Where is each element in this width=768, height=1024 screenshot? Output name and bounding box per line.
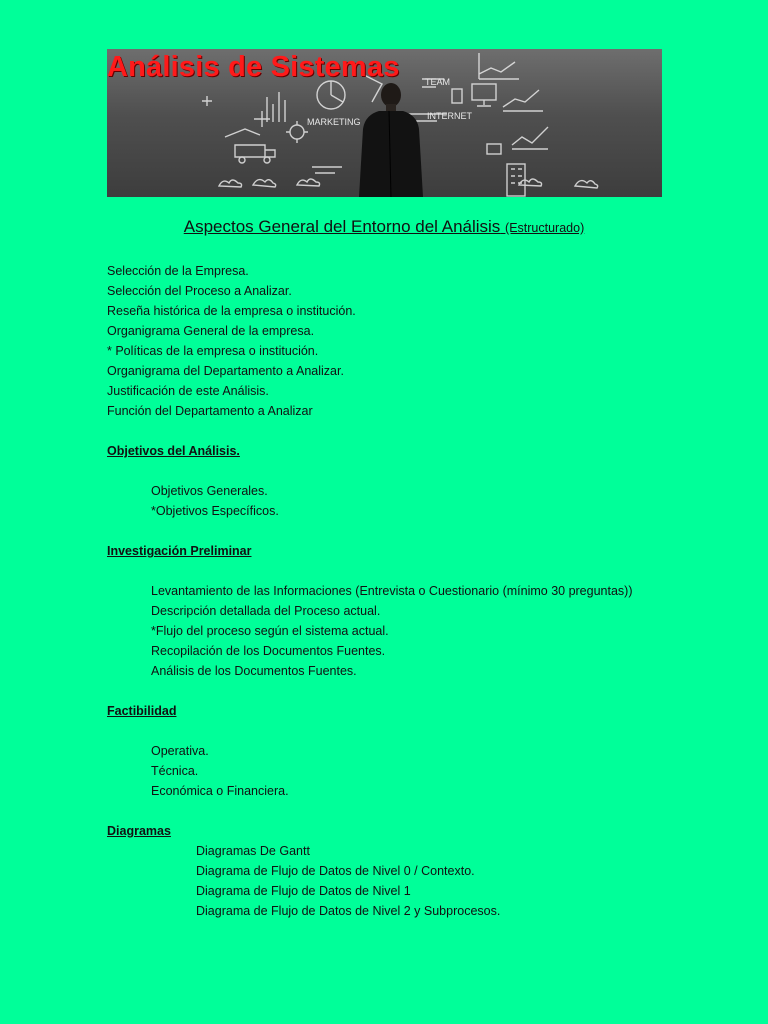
list-item: *Flujo del proceso según el sistema actual. [151, 624, 389, 638]
businessman-figure [359, 83, 423, 197]
page-title: Aspectos General del Entorno del Análisis (Estructurado) [183, 217, 585, 236]
banner-image [107, 49, 662, 197]
list-item: Análisis de los Documentos Fuentes. [151, 664, 357, 678]
list-item: Diagrama de Flujo de Datos de Nivel 2 y Subprocesos. [196, 904, 501, 918]
list-item: Diagrama de Flujo de Datos de Nivel 0 / Contexto. [196, 864, 475, 878]
list-item: Levantamiento de las Informaciones (Entrevista o Cuestionario (mínimo 30 preguntas)) [151, 584, 633, 598]
list-item: Técnica. [151, 764, 199, 778]
svg-text:MARKETING: MARKETING [307, 117, 361, 127]
section-title-diagramas: Diagramas [107, 824, 171, 838]
list-item: Selección del Proceso a Analizar. [107, 284, 292, 298]
section-title-factibilidad: Factibilidad [107, 704, 177, 718]
list-item: Diagrama de Flujo de Datos de Nivel 1 [196, 884, 411, 898]
list-item: Diagramas De Gantt [196, 844, 310, 858]
list-item: Descripción detallada del Proceso actual. [151, 604, 381, 618]
list-item: Objetivos Generales. [151, 484, 268, 498]
list-item: Reseña histórica de la empresa o institución. [107, 304, 356, 318]
list-item: Selección de la Empresa. [107, 264, 249, 278]
list-item: Recopilación de los Documentos Fuentes. [151, 644, 386, 658]
list-item: Función del Departamento a Analizar [107, 404, 313, 418]
list-item: Justificación de este Análisis. [107, 384, 269, 398]
list-item: Operativa. [151, 744, 209, 758]
svg-text:TEAM: TEAM [425, 77, 451, 87]
banner-title: Análisis de Sistemas [107, 51, 400, 83]
list-item: Organigrama del Departamento a Analizar. [107, 364, 344, 378]
section-title-investigacion: Investigación Preliminar [107, 544, 252, 558]
list-item: Organigrama General de la empresa. [107, 324, 315, 338]
list-item: * Políticas de la empresa o institución. [107, 344, 319, 358]
section-title-objetivos: Objetivos del Análisis. [107, 444, 240, 458]
list-item: *Objetivos Específicos. [151, 504, 279, 518]
list-item: Económica o Financiera. [151, 784, 289, 798]
page-title-note: (Estructurado) [505, 221, 585, 235]
svg-text:INTERNET: INTERNET [427, 111, 472, 121]
